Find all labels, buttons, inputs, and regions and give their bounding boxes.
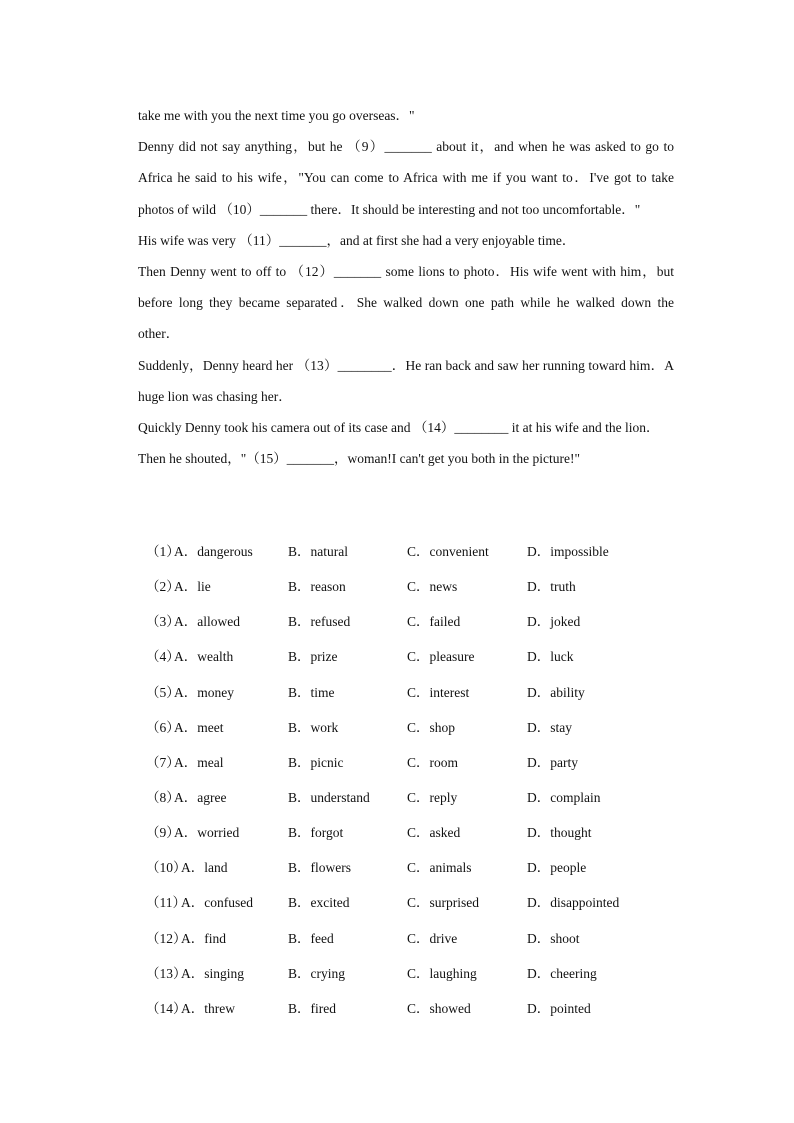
option-a: A．dangerous bbox=[174, 544, 253, 559]
option-d: D．stay bbox=[527, 719, 572, 735]
option-a: A．worried bbox=[174, 825, 240, 841]
question-row bbox=[146, 991, 666, 1026]
question-number: （2） bbox=[146, 579, 180, 595]
question-number: （1） bbox=[146, 544, 180, 559]
option-d: D．shoot bbox=[527, 930, 580, 946]
option-d: D．people bbox=[527, 860, 587, 876]
option-c: C．pleasure bbox=[407, 649, 475, 665]
question-number: （3） bbox=[146, 614, 180, 630]
option-a: A．find bbox=[181, 930, 226, 946]
option-a: A．allowed bbox=[174, 614, 240, 630]
option-d: D．thought bbox=[527, 825, 592, 841]
question-options-list bbox=[146, 534, 666, 1026]
option-b: B．natural bbox=[288, 544, 348, 559]
option-c: C．laughing bbox=[407, 965, 477, 981]
option-b: B．picnic bbox=[288, 754, 344, 770]
passage-paragraph: Suddenly，Denny heard her （13）________．He ran back and saw her running toward him．A huge lion was chasing her． bbox=[138, 357, 674, 404]
option-a: A．singing bbox=[181, 965, 245, 981]
option-c: C．interest bbox=[407, 684, 470, 700]
option-c: C．shop bbox=[407, 719, 456, 735]
option-c: C．room bbox=[407, 754, 459, 770]
option-b: B．fired bbox=[288, 1000, 336, 1016]
option-b: B．refused bbox=[288, 614, 351, 630]
option-a: A．money bbox=[174, 684, 234, 700]
option-a: A．agree bbox=[174, 789, 227, 805]
question-row bbox=[146, 815, 666, 850]
question-row bbox=[146, 850, 666, 885]
option-a: A．meal bbox=[174, 754, 224, 770]
option-c: C．reply bbox=[407, 789, 458, 805]
option-a: A．wealth bbox=[174, 649, 234, 665]
question-number: （11） bbox=[146, 895, 186, 911]
option-c: C．news bbox=[407, 579, 458, 595]
passage-paragraph: Then he shouted，"（15）_______，woman!I can't get you both in the picture!" bbox=[138, 451, 580, 467]
option-b: B．flowers bbox=[288, 860, 351, 876]
passage-paragraph: take me with you the next time you go overseas．" bbox=[138, 108, 415, 123]
question-row bbox=[146, 885, 666, 920]
option-c: C．surprised bbox=[407, 895, 479, 911]
question-row bbox=[146, 745, 666, 780]
question-row bbox=[146, 569, 666, 604]
option-a: A．confused bbox=[181, 895, 253, 911]
option-b: B．forgot bbox=[288, 825, 344, 841]
option-d: D．complain bbox=[527, 789, 601, 805]
question-number: （6） bbox=[146, 719, 180, 735]
option-d: D．impossible bbox=[527, 544, 609, 559]
option-c: C．asked bbox=[407, 825, 461, 841]
option-c: C．failed bbox=[407, 614, 461, 630]
question-row bbox=[146, 921, 666, 956]
option-b: B．prize bbox=[288, 649, 338, 665]
question-number: （13） bbox=[146, 965, 187, 981]
passage-paragraph: Quickly Denny took his camera out of its case and （14）________ it at his wife and the lion． bbox=[138, 420, 660, 436]
option-d: D．truth bbox=[527, 579, 576, 595]
question-number: （10） bbox=[146, 860, 187, 876]
option-b: B．crying bbox=[288, 965, 345, 981]
question-row bbox=[146, 534, 666, 569]
question-number: （14） bbox=[146, 1000, 187, 1016]
question-number: （12） bbox=[146, 930, 187, 946]
option-a: A．threw bbox=[181, 1000, 235, 1016]
option-b: B．work bbox=[288, 719, 339, 735]
question-row bbox=[146, 604, 666, 639]
option-c: C．animals bbox=[407, 860, 472, 876]
question-number: （8） bbox=[146, 789, 180, 805]
passage-paragraph: His wife was very （11）_______，and at first she had a very enjoyable time． bbox=[138, 232, 576, 248]
question-number: （4） bbox=[146, 649, 180, 665]
passage-paragraph: Denny did not say anything，but he （9）_______ about it，and when he was asked to go to Africa he said to his wife，"You can come to Africa with me if you want to．I've got to take photos of wild （10）_______ there．It should be interesting and not too uncomfortable．" bbox=[138, 139, 674, 217]
option-d: D．luck bbox=[527, 649, 574, 665]
passage-paragraph: Then Denny went to off to （12）_______ some lions to photo．His wife went with him，but before long they became separated．She walked down one path while he walked down the other． bbox=[138, 264, 674, 342]
option-b: B．understand bbox=[288, 789, 370, 805]
question-number: （9） bbox=[146, 825, 180, 841]
question-number: （5） bbox=[146, 684, 180, 700]
option-d: D．ability bbox=[527, 684, 585, 700]
option-b: B．reason bbox=[288, 579, 346, 595]
option-a: A．meet bbox=[174, 719, 224, 735]
question-number: （7） bbox=[146, 754, 180, 770]
option-d: D．party bbox=[527, 754, 578, 770]
question-row bbox=[146, 956, 666, 991]
option-a: A．lie bbox=[174, 579, 211, 595]
question-row bbox=[146, 780, 666, 815]
cloze-passage bbox=[138, 100, 674, 474]
option-d: D．pointed bbox=[527, 1000, 591, 1016]
option-c: C．showed bbox=[407, 1000, 471, 1016]
question-row bbox=[146, 710, 666, 745]
option-b: B．time bbox=[288, 684, 335, 700]
option-b: B．excited bbox=[288, 895, 350, 911]
question-row bbox=[146, 675, 666, 710]
option-a: A．land bbox=[181, 860, 228, 876]
option-d: D．joked bbox=[527, 614, 581, 630]
option-b: B．feed bbox=[288, 930, 334, 946]
option-d: D．disappointed bbox=[527, 895, 620, 911]
question-row bbox=[146, 639, 666, 674]
option-c: C．drive bbox=[407, 930, 458, 946]
option-d: D．cheering bbox=[527, 965, 597, 981]
option-c: C．convenient bbox=[407, 544, 489, 559]
